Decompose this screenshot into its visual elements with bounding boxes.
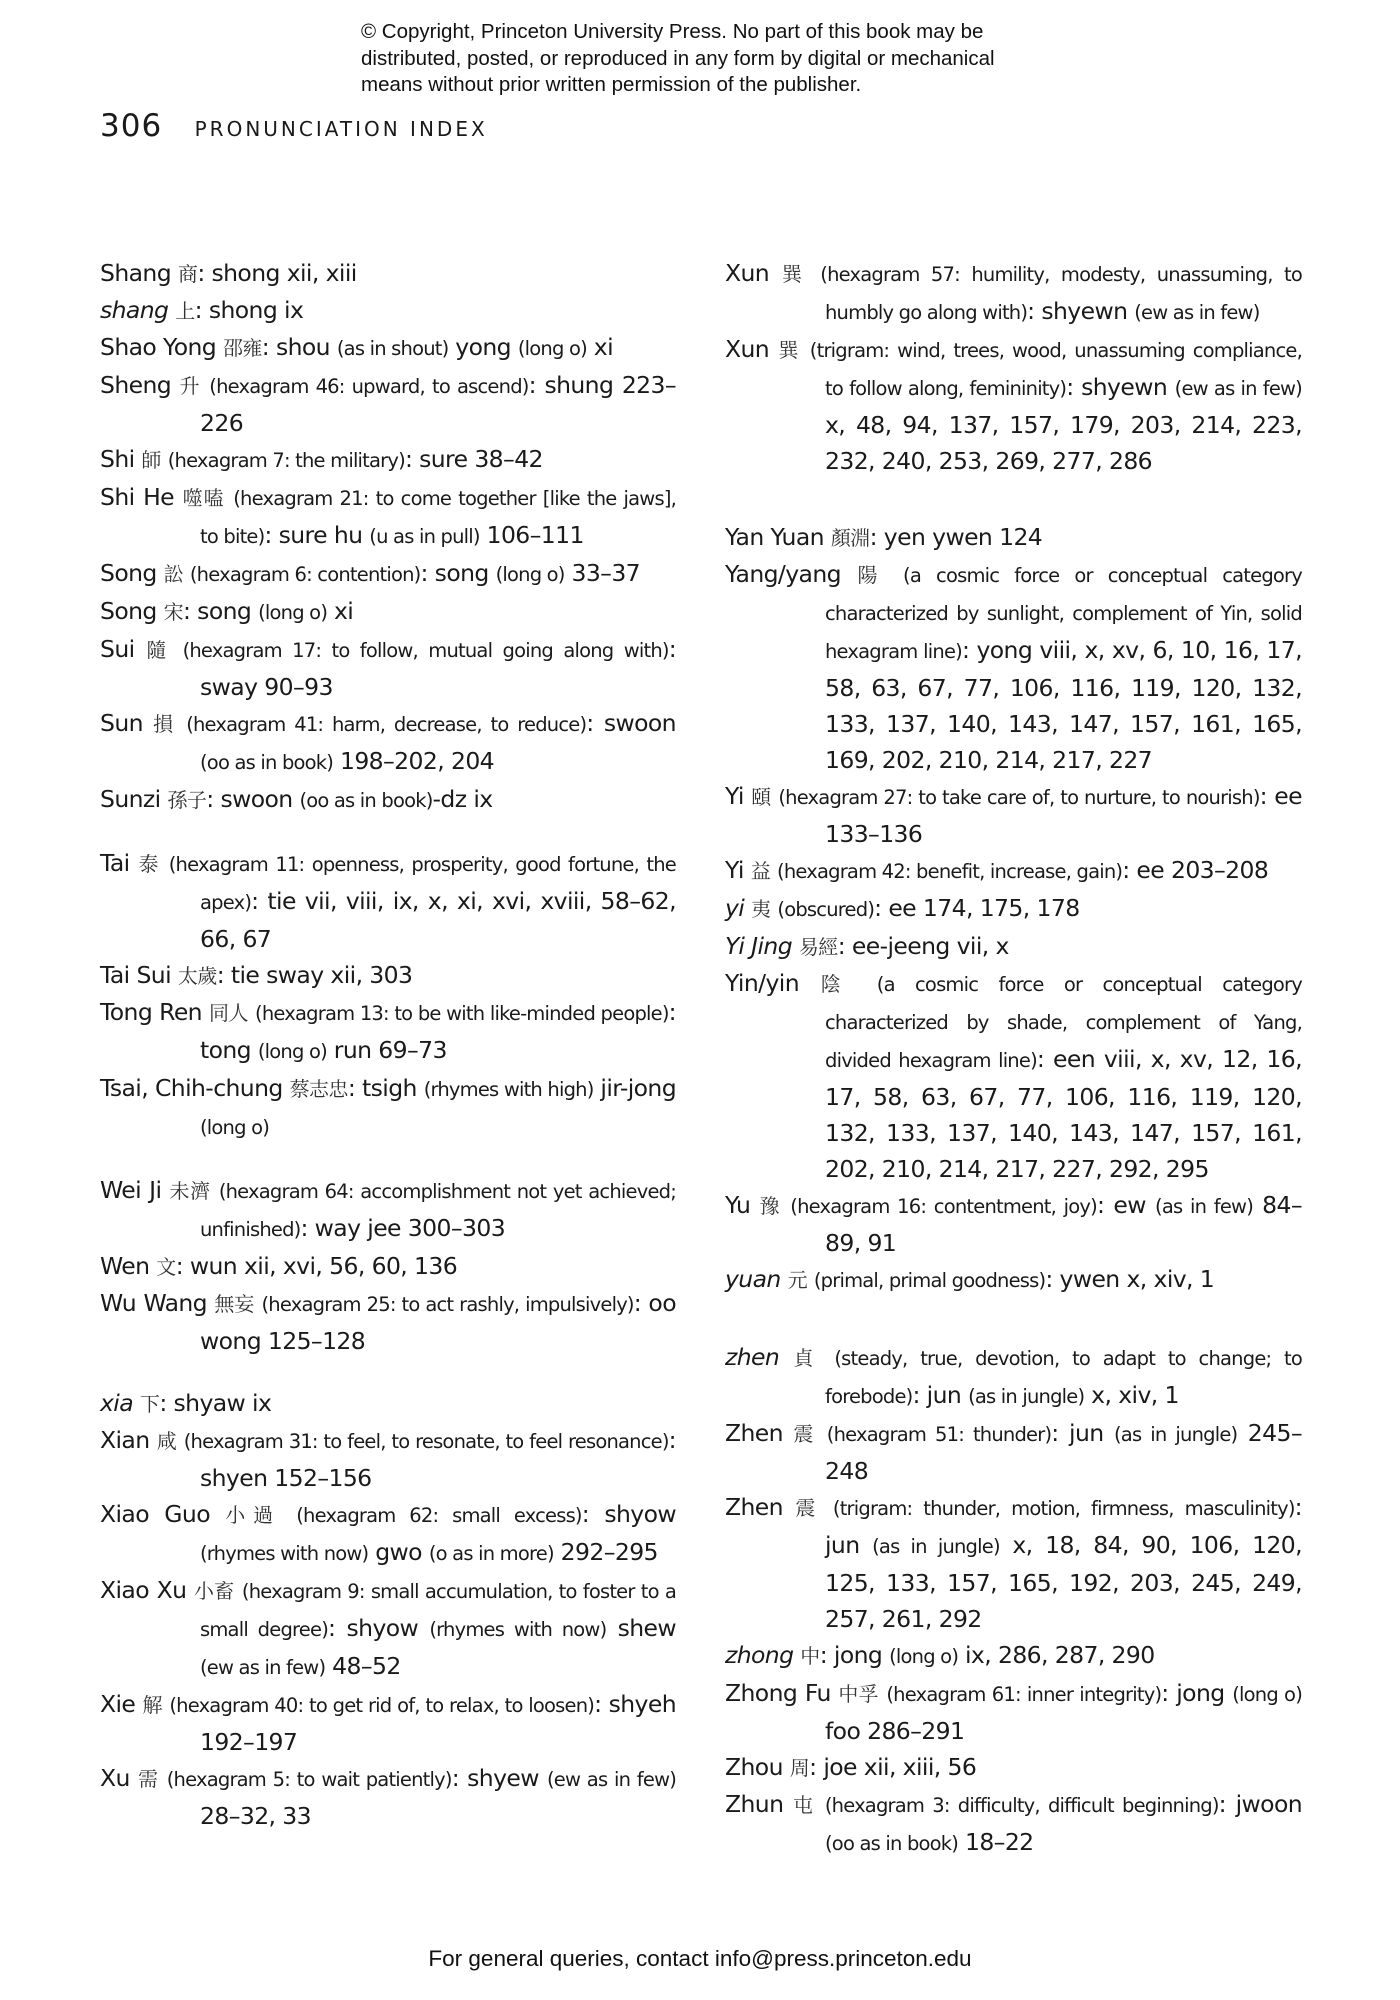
entry-headword: Song: [100, 597, 157, 625]
entry-chinese: 無妄: [214, 1292, 255, 1316]
entry-headword: Xian: [100, 1426, 150, 1454]
entry-gloss: (trigram: wind, trees, wood, unassuming compliance, to follow along, femininity): [809, 339, 1303, 400]
index-entry: [100, 1496, 676, 1572]
pronunciation-text: : tong: [200, 998, 676, 1064]
entry-gloss: (hexagram 51: thunder): [826, 1423, 1052, 1446]
entry-chinese: 下: [139, 1392, 160, 1416]
entry-chinese: 顏淵: [830, 526, 870, 550]
entry-chinese: 上: [175, 299, 195, 323]
pronunciation-text: 18–22: [958, 1828, 1034, 1856]
pronunciation-text: : way jee 300–303: [300, 1214, 506, 1242]
pronunciation-text: : shyen 152–156: [200, 1426, 676, 1492]
pronunciation-text: : ee-jeeng vii, x: [837, 932, 1009, 960]
entry-chinese: 巽: [781, 262, 808, 286]
pronunciation-text: : jun: [1051, 1419, 1114, 1447]
entry-gloss: (hexagram 62: small excess): [296, 1504, 582, 1527]
index-entry: [100, 845, 676, 957]
pronunciation-text: : shyew: [451, 1764, 547, 1792]
pronunciation-text: : jwoon: [1218, 1790, 1303, 1818]
entry-headword: Xie: [100, 1690, 136, 1718]
pronunciation-note: (as in jungle): [872, 1535, 1000, 1558]
pronunciation-text: 48–52: [325, 1652, 401, 1680]
entry-chinese: 師: [141, 448, 161, 472]
index-entry: [725, 556, 1302, 778]
entry-chinese: 宋: [163, 600, 183, 624]
pronunciation-note: (oo as in book): [299, 789, 433, 812]
entry-chinese: 頤: [751, 785, 772, 809]
entry-gloss: (primal, primal goodness): [813, 1269, 1046, 1292]
pronunciation-text: : shyeh 192–197: [200, 1690, 676, 1756]
pronunciation-note: (rhymes with now): [200, 1542, 369, 1565]
pronunciation-text: : yen ywen 124: [869, 523, 1043, 551]
entry-gloss: (hexagram 46: upward, to ascend): [209, 375, 529, 398]
entry-headword: Zhen: [725, 1419, 783, 1447]
copyright-line: distributed, posted, or reproduced in any form by digital or mechanical: [361, 46, 995, 70]
entry-chinese: 小畜: [194, 1579, 235, 1603]
pronunciation-text: : shou: [261, 333, 337, 361]
index-entry: [100, 329, 676, 367]
pronunciation-note: (as in shout): [336, 337, 449, 360]
section-title: PRONUNCIATION INDEX: [194, 117, 488, 141]
index-entry: [725, 1261, 1302, 1299]
pronunciation-text: jir-jong: [593, 1074, 677, 1102]
entry-gloss: (hexagram 25: to act rashly, impulsively): [261, 1293, 634, 1316]
entry-chinese: 元: [787, 1268, 807, 1292]
pronunciation-text: xi: [586, 333, 613, 361]
pronunciation-text: : swoon: [586, 709, 676, 737]
entry-chinese: 訟: [163, 562, 183, 586]
pronunciation-text: : shyow: [328, 1614, 430, 1642]
index-entry: [725, 1415, 1302, 1489]
footer-contact: For general queries, contact info@press.princeton.edu: [428, 1946, 972, 1971]
entry-headword: Wen: [100, 1252, 150, 1280]
index-entry: [725, 1749, 1302, 1786]
pronunciation-text: gwo: [368, 1538, 429, 1566]
entry-gloss: (hexagram 31: to feel, to resonate, to feel resonance): [183, 1430, 669, 1453]
entry-gloss: (hexagram 3: difficulty, difficult beginning): [824, 1794, 1219, 1817]
pronunciation-text: : shong ix: [194, 296, 304, 324]
pronunciation-note: (ew as in few): [200, 1656, 326, 1679]
index-entry: [725, 255, 1302, 331]
entry-headword: Xun: [725, 259, 770, 287]
entry-gloss: (hexagram 40: to get rid of, to relax, to loosen): [169, 1694, 595, 1717]
pronunciation-text: : wun xii, xvi, 56, 60, 136: [175, 1252, 458, 1280]
entry-chinese: 益: [750, 859, 771, 883]
entry-headword: Yi Jing: [725, 932, 793, 960]
index-entry: [100, 479, 676, 555]
entry-headword: Tong Ren: [100, 998, 202, 1026]
index-entry: [100, 994, 676, 1070]
entry-chinese: 震: [793, 1422, 817, 1446]
entry-gloss: (a cosmic force or conceptual category characterized by sunlight, complement of Yin, solid hexagram line): [825, 564, 1303, 663]
index-entry: [725, 331, 1302, 479]
entry-chinese: 泰: [138, 852, 160, 876]
index-entry: [725, 1339, 1302, 1415]
pronunciation-text: : jun: [912, 1381, 969, 1409]
entry-gloss: (hexagram 42: benefit, increase, gain): [777, 860, 1123, 883]
pronunciation-note: (rhymes with high): [423, 1078, 594, 1101]
index-entry: [100, 441, 676, 479]
entry-gloss: (hexagram 57: humility, modesty, unassuming, to humbly go along with): [820, 263, 1303, 324]
index-entry: [725, 1187, 1302, 1261]
pronunciation-text: xi: [327, 597, 354, 625]
pronunciation-text: 106–111: [479, 521, 584, 549]
pronunciation-note: (as in jungle): [968, 1385, 1085, 1408]
pronunciation-text: : joe xii, xiii, 56: [809, 1753, 977, 1781]
index-entry: [100, 555, 676, 593]
index-entry: [100, 1572, 676, 1686]
entry-headword: Xiao Guo: [100, 1500, 210, 1528]
index-entry: [725, 778, 1302, 852]
entry-gloss: (hexagram 11: openness, prosperity, good fortune, the apex): [168, 853, 677, 914]
index-entry: [725, 1675, 1302, 1749]
index-entry: [100, 367, 676, 441]
entry-chinese: 需: [137, 1767, 159, 1791]
copyright-line: © Copyright, Princeton University Press. No part of this book may be: [361, 20, 984, 43]
entry-chinese: 解: [142, 1693, 163, 1717]
entry-headword: Song: [100, 559, 157, 587]
entry-headword: Tsai, Chih-chung: [100, 1074, 283, 1102]
entry-chinese: 中孚: [838, 1682, 879, 1706]
entry-chinese: 巽: [778, 338, 801, 362]
entry-headword: Sheng: [100, 371, 172, 399]
copyright-line: means without prior written permission of the publisher.: [361, 73, 862, 96]
pronunciation-note: (long o): [889, 1645, 959, 1668]
pronunciation-text: shew: [606, 1614, 676, 1642]
index-entry: [725, 1637, 1302, 1675]
entry-headword: shang: [100, 296, 169, 324]
entry-headword: Tai Sui: [100, 961, 172, 989]
entry-headword: Wu Wang: [100, 1289, 207, 1317]
index-entry: [100, 1686, 676, 1760]
pronunciation-note: (as in few): [1155, 1195, 1254, 1218]
entry-chinese: 陰: [820, 972, 856, 996]
index-entry: [725, 852, 1302, 890]
entry-gloss: (a cosmic force or conceptual category characterized by shade, complement of Yang, divided hexagram line): [825, 973, 1302, 1072]
pronunciation-text: : jong: [819, 1641, 890, 1669]
index-entry: [100, 1172, 676, 1248]
entry-gloss: (hexagram 6: contention): [189, 563, 421, 586]
pronunciation-text: : ywen x, xiv, 1: [1045, 1265, 1215, 1293]
index-column-right: [725, 255, 1302, 1862]
pronunciation-text: : een viii, x, xv, 12, 16, 17, 58, 63, 67, 77, 106, 116, 119, 120, 132, 133, 137, 140, 143, 147, 157, 161, 202, 210, 214, 217, 227, 292, 295: [825, 1045, 1302, 1183]
entry-headword: Shi He: [100, 483, 175, 511]
pronunciation-note: (ew as in few): [1174, 377, 1302, 400]
running-head: [100, 108, 488, 144]
entry-headword: zhen: [725, 1343, 780, 1371]
entry-chinese: 中: [800, 1644, 820, 1668]
index-entry: [725, 519, 1302, 556]
index-entry: [100, 1760, 676, 1834]
pronunciation-text: : shung 223–226: [200, 371, 677, 437]
entry-headword: zhong: [725, 1641, 794, 1669]
entry-headword: Shao Yong: [100, 333, 217, 361]
entry-headword: Xu: [100, 1764, 130, 1792]
index-entry: [100, 957, 676, 994]
pronunciation-text: : tie vii, viii, ix, x, xi, xvi, xviii, 58–62, 66, 67: [200, 887, 676, 953]
pronunciation-note: (oo as in book): [825, 1832, 959, 1855]
entry-chinese: 易經: [798, 935, 838, 959]
pronunciation-note: (o as in more): [428, 1542, 554, 1565]
entry-chinese: 陽: [857, 563, 887, 587]
entry-gloss: (trigram: thunder, motion, firmness, masculinity): [832, 1497, 1295, 1520]
pronunciation-text: 245–248: [825, 1419, 1302, 1485]
copyright-notice: [361, 19, 1081, 99]
pronunciation-text: : sway 90–93: [200, 635, 677, 701]
pronunciation-text: 33–37: [564, 559, 641, 587]
entry-chinese: 屯: [793, 1793, 816, 1817]
index-entry: [100, 593, 676, 631]
entry-headword: Yi: [725, 782, 744, 810]
entry-gloss: (hexagram 17: to follow, mutual going along with): [182, 639, 669, 662]
pronunciation-text: : swoon: [206, 785, 300, 813]
index-entry: [725, 1786, 1302, 1862]
pronunciation-note: (long o): [517, 337, 587, 360]
pronunciation-text: 292–295: [553, 1538, 658, 1566]
entry-chinese: 震: [795, 1496, 821, 1520]
index-entry: [100, 1070, 676, 1146]
pronunciation-text: foo 286–291: [825, 1717, 965, 1745]
pronunciation-text: : ee 203–208: [1122, 856, 1269, 884]
entry-headword: Yang/yang: [725, 560, 841, 588]
entry-headword: Xiao Xu: [100, 1576, 187, 1604]
pronunciation-text: x, 48, 94, 137, 157, 179, 203, 214, 223, 232, 240, 253, 269, 277, 286: [825, 411, 1302, 475]
entry-headword: Yi: [725, 856, 744, 884]
pronunciation-note: (long o): [258, 601, 328, 624]
pronunciation-text: x, 18, 84, 90, 106, 120, 125, 133, 157, 165, 192, 203, 245, 249, 257, 261, 292: [825, 1531, 1303, 1633]
pronunciation-text: : ew: [1096, 1191, 1156, 1219]
pronunciation-note: (as in jungle): [1113, 1423, 1238, 1446]
entry-chinese: 太歲: [177, 964, 217, 988]
entry-chinese: 損: [153, 712, 176, 736]
index-entry: [100, 1422, 676, 1496]
pronunciation-text: ix, 286, 287, 290: [958, 1641, 1155, 1669]
entry-gloss: (steady, true, devotion, to adapt to change; to forebode): [825, 1347, 1303, 1408]
entry-gloss: (hexagram 5: to wait patiently): [166, 1768, 452, 1791]
pronunciation-text: : ee 174, 175, 178: [874, 894, 1080, 922]
pronunciation-note: (oo as in book): [200, 751, 334, 774]
pronunciation-text: : jun: [825, 1493, 1302, 1559]
entry-headword: Sun: [100, 709, 143, 737]
entry-chinese: 周: [789, 1756, 810, 1780]
entry-headword: yi: [725, 894, 745, 922]
entry-headword: Zhun: [725, 1790, 784, 1818]
entry-chinese: 夷: [751, 897, 771, 921]
entry-chinese: 噬嗑: [182, 486, 225, 510]
pronunciation-note: (ew as in few): [547, 1768, 677, 1791]
pronunciation-text: : shyewn: [1066, 373, 1175, 401]
pronunciation-note: (long o): [495, 563, 565, 586]
index-entry: [100, 292, 676, 329]
entry-gloss: (hexagram 64: accomplishment not yet achieved; unfinished): [200, 1180, 676, 1241]
index-entry: [725, 890, 1302, 928]
pronunciation-text: : shyewn: [1027, 297, 1135, 325]
pronunciation-text: : oo wong 125–128: [200, 1289, 676, 1355]
entry-headword: Zhen: [725, 1493, 783, 1521]
entry-chinese: 小過: [225, 1503, 281, 1527]
index-entry: [100, 1285, 676, 1359]
pronunciation-note: (ew as in few): [1134, 301, 1260, 324]
entry-headword: Shi: [100, 445, 135, 473]
pronunciation-text: 28–32, 33: [200, 1802, 311, 1830]
pronunciation-text: run 69–73: [326, 1036, 447, 1064]
pronunciation-note: (long o): [200, 1116, 270, 1139]
entry-chinese: 貞: [793, 1346, 821, 1370]
pronunciation-text: : song: [183, 597, 259, 625]
entry-gloss: (hexagram 61: inner integrity): [886, 1683, 1162, 1706]
pronunciation-text: : tie sway xii, 303: [216, 961, 413, 989]
entry-gloss: (hexagram 21: to come together [like the jaws], to bite): [200, 487, 677, 548]
entry-chinese: 咸: [156, 1429, 177, 1453]
index-entry: [100, 705, 676, 781]
pronunciation-text: : sure 38–42: [404, 445, 543, 473]
entry-headword: Yan Yuan: [725, 523, 824, 551]
index-entry: [725, 928, 1302, 965]
entry-chinese: 同人: [208, 1001, 249, 1025]
entry-chinese: 邵雍: [222, 336, 262, 360]
pronunciation-text: 84–89, 91: [825, 1191, 1302, 1257]
pronunciation-text: : shong xii, xiii: [197, 259, 357, 287]
entry-chinese: 孫子: [167, 788, 207, 812]
pronunciation-text: : shyaw ix: [159, 1389, 272, 1417]
entry-gloss: (hexagram 27: to take care of, to nurture, to nourish): [778, 786, 1260, 809]
index-entry: [725, 1489, 1302, 1637]
pronunciation-text: : shyow: [581, 1500, 676, 1528]
entry-gloss: (obscured): [777, 898, 875, 921]
entry-headword: yuan: [725, 1265, 781, 1293]
entry-chinese: 文: [156, 1255, 176, 1279]
index-entry: [100, 1248, 676, 1285]
pronunciation-text: x, xiv, 1: [1084, 1381, 1179, 1409]
pronunciation-text: : tsigh: [347, 1074, 424, 1102]
entry-headword: Tai: [100, 849, 130, 877]
entry-headword: Yu: [725, 1191, 751, 1219]
entry-chinese: 蔡志忠: [289, 1077, 348, 1101]
pronunciation-text: : sure hu: [264, 521, 370, 549]
entry-gloss: (hexagram 13: to be with like-minded people): [255, 1002, 669, 1025]
entry-headword: Sui: [100, 635, 135, 663]
pronunciation-note: (u as in pull): [369, 525, 480, 548]
entry-headword: Zhou: [725, 1753, 783, 1781]
index-entry: [725, 965, 1302, 1187]
entry-headword: Yin/yin: [725, 969, 799, 997]
entry-headword: xia: [100, 1389, 134, 1417]
entry-headword: Wei Ji: [100, 1176, 162, 1204]
pronunciation-text: : jong: [1161, 1679, 1233, 1707]
entry-chinese: 升: [179, 374, 201, 398]
pronunciation-note: (rhymes with now): [429, 1618, 607, 1641]
pronunciation-text: 198–202, 204: [333, 747, 495, 775]
index-column-left: [100, 255, 676, 1834]
pronunciation-text: : ee 133–136: [825, 782, 1302, 848]
index-entry: [100, 255, 676, 292]
entry-chinese: 豫: [759, 1194, 782, 1218]
pronunciation-text: yong: [448, 333, 518, 361]
index-entry: [100, 1385, 676, 1422]
pronunciation-text: : yong viii, x, xv, 6, 10, 16, 17, 58, 63, 67, 77, 106, 116, 119, 120, 132, 133, 137, 140, 143, 147, 157, 161, 165, 169, 202, 210, 214, 217, 227: [825, 636, 1302, 774]
entry-headword: Zhong Fu: [725, 1679, 831, 1707]
pronunciation-note: (long o): [1232, 1683, 1302, 1706]
entry-gloss: (hexagram 41: harm, decrease, to reduce): [186, 713, 587, 736]
entry-chinese: 未濟: [169, 1179, 211, 1203]
entry-gloss: (hexagram 7: the military): [167, 449, 405, 472]
entry-gloss: (hexagram 16: contentment, joy): [790, 1195, 1097, 1218]
entry-headword: Shang: [100, 259, 172, 287]
pronunciation-text: : song: [420, 559, 496, 587]
entry-chinese: 商: [177, 262, 198, 286]
page-number: 306: [100, 108, 163, 144]
pronunciation-text: -dz ix: [432, 785, 493, 813]
entry-chinese: 隨: [146, 638, 171, 662]
index-entry: [100, 781, 676, 819]
index-entry: [100, 631, 676, 705]
entry-headword: Xun: [725, 335, 770, 363]
entry-headword: Sunzi: [100, 785, 161, 813]
entry-gloss: (hexagram 9: small accumulation, to foster to a small degree): [200, 1580, 676, 1641]
pronunciation-note: (long o): [257, 1040, 327, 1063]
